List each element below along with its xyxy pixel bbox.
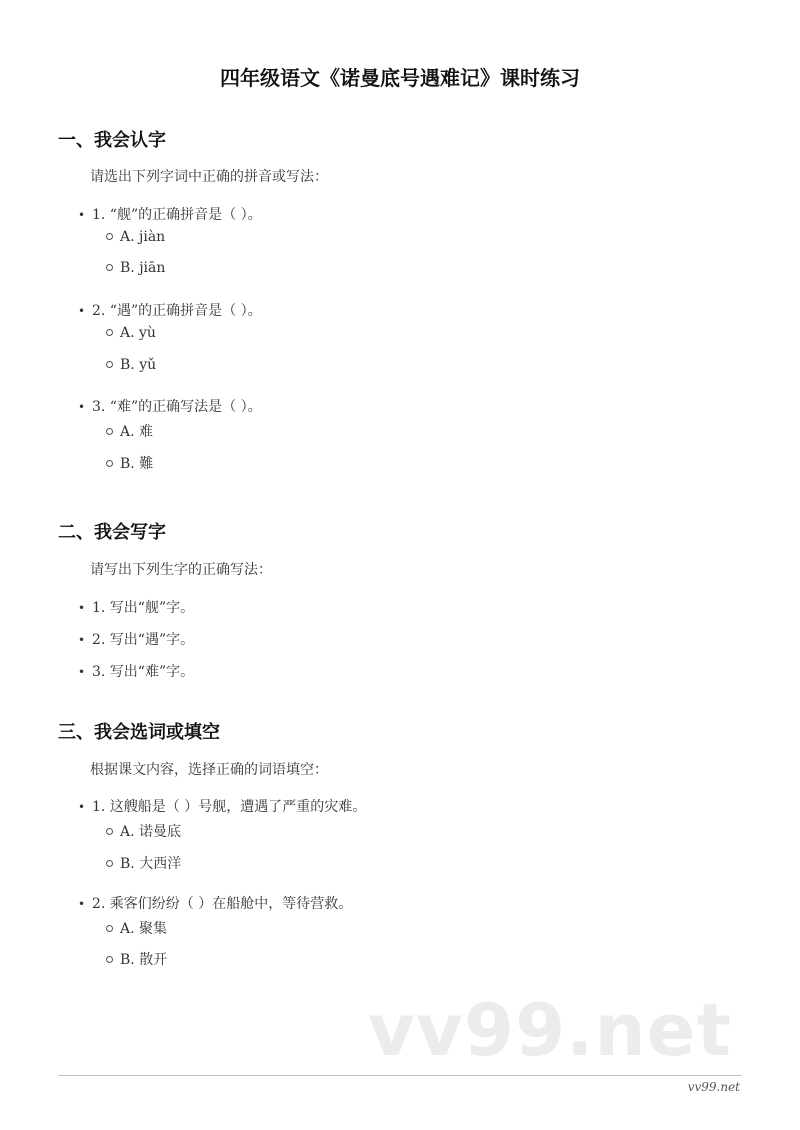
question-text: 1. “舰”的正确拼音是（ ）。 [92, 207, 262, 223]
section-heading: 三、我会选词或填空 [58, 722, 220, 743]
question-item [78, 300, 262, 320]
question-item [78, 893, 352, 913]
answer-option[interactable] [106, 357, 156, 373]
option-text: B. jiān [120, 260, 166, 276]
option-text: A. 难 [120, 424, 154, 440]
bullet-icon: • [78, 665, 86, 679]
circle-bullet-icon [106, 460, 113, 467]
circle-bullet-icon [106, 860, 113, 867]
question-text: 2. “遇”的正确拼音是（ ）。 [92, 303, 262, 319]
question-item [78, 597, 194, 617]
answer-option[interactable] [106, 421, 153, 441]
circle-bullet-icon [106, 329, 113, 336]
question-item [78, 629, 194, 649]
question-text: 1. 这艘船是（ ）号舰，遭遇了严重的灾难。 [92, 799, 367, 815]
question-item [78, 661, 194, 681]
option-text: B. yǔ [120, 357, 157, 373]
option-text: B. 難 [120, 456, 154, 472]
answer-option[interactable] [106, 853, 181, 873]
option-text: B. 大西洋 [120, 856, 182, 872]
question-text: 2. 乘客们纷纷（ ）在船舱中，等待营救。 [92, 896, 353, 912]
answer-option[interactable] [106, 229, 165, 245]
question-text: 3. “难”的正确写法是（ ）。 [92, 399, 262, 415]
bullet-icon: • [78, 633, 86, 647]
question-item [78, 204, 262, 224]
circle-bullet-icon [106, 428, 113, 435]
option-text: A. 诺曼底 [120, 824, 182, 840]
bullet-icon: • [78, 400, 86, 414]
section-heading: 二、我会写字 [58, 522, 166, 543]
answer-option[interactable] [106, 821, 181, 841]
answer-option[interactable] [106, 949, 167, 969]
answer-option[interactable] [106, 918, 167, 938]
answer-option[interactable] [106, 325, 156, 341]
option-text: A. 聚集 [120, 921, 168, 937]
watermark: vv99.net [368, 988, 732, 1072]
page-title: 四年级语文《诺曼底号遇难记》课时练习 [220, 66, 580, 90]
option-text: A. jiàn [120, 229, 166, 245]
option-text: A. yù [120, 325, 156, 341]
circle-bullet-icon [106, 828, 113, 835]
question-text: 1. 写出“舰”字。 [92, 600, 195, 616]
circle-bullet-icon [106, 361, 113, 368]
option-text: B. 散开 [120, 952, 168, 968]
bullet-icon: • [78, 601, 86, 615]
answer-option[interactable] [106, 260, 165, 276]
circle-bullet-icon [106, 956, 113, 963]
circle-bullet-icon [106, 233, 113, 240]
answer-option[interactable] [106, 453, 153, 473]
circle-bullet-icon [106, 925, 113, 932]
section-heading: 一、我会认字 [58, 130, 166, 151]
bullet-icon: • [78, 897, 86, 911]
section-intro: 请写出下列生字的正确写法： [90, 562, 272, 578]
bullet-icon: • [78, 800, 86, 814]
footer-divider [58, 1075, 742, 1076]
section-intro: 请选出下列字词中正确的拼音或写法： [90, 169, 328, 185]
circle-bullet-icon [106, 264, 113, 271]
question-text: 3. 写出“难”字。 [92, 664, 195, 680]
question-item [78, 796, 366, 816]
question-text: 2. 写出“遇”字。 [92, 632, 195, 648]
section-intro: 根据课文内容，选择正确的词语填空： [90, 762, 328, 778]
bullet-icon: • [78, 208, 86, 222]
question-item [78, 396, 262, 416]
footer-site-label: vv99.net [687, 1080, 740, 1094]
bullet-icon: • [78, 304, 86, 318]
